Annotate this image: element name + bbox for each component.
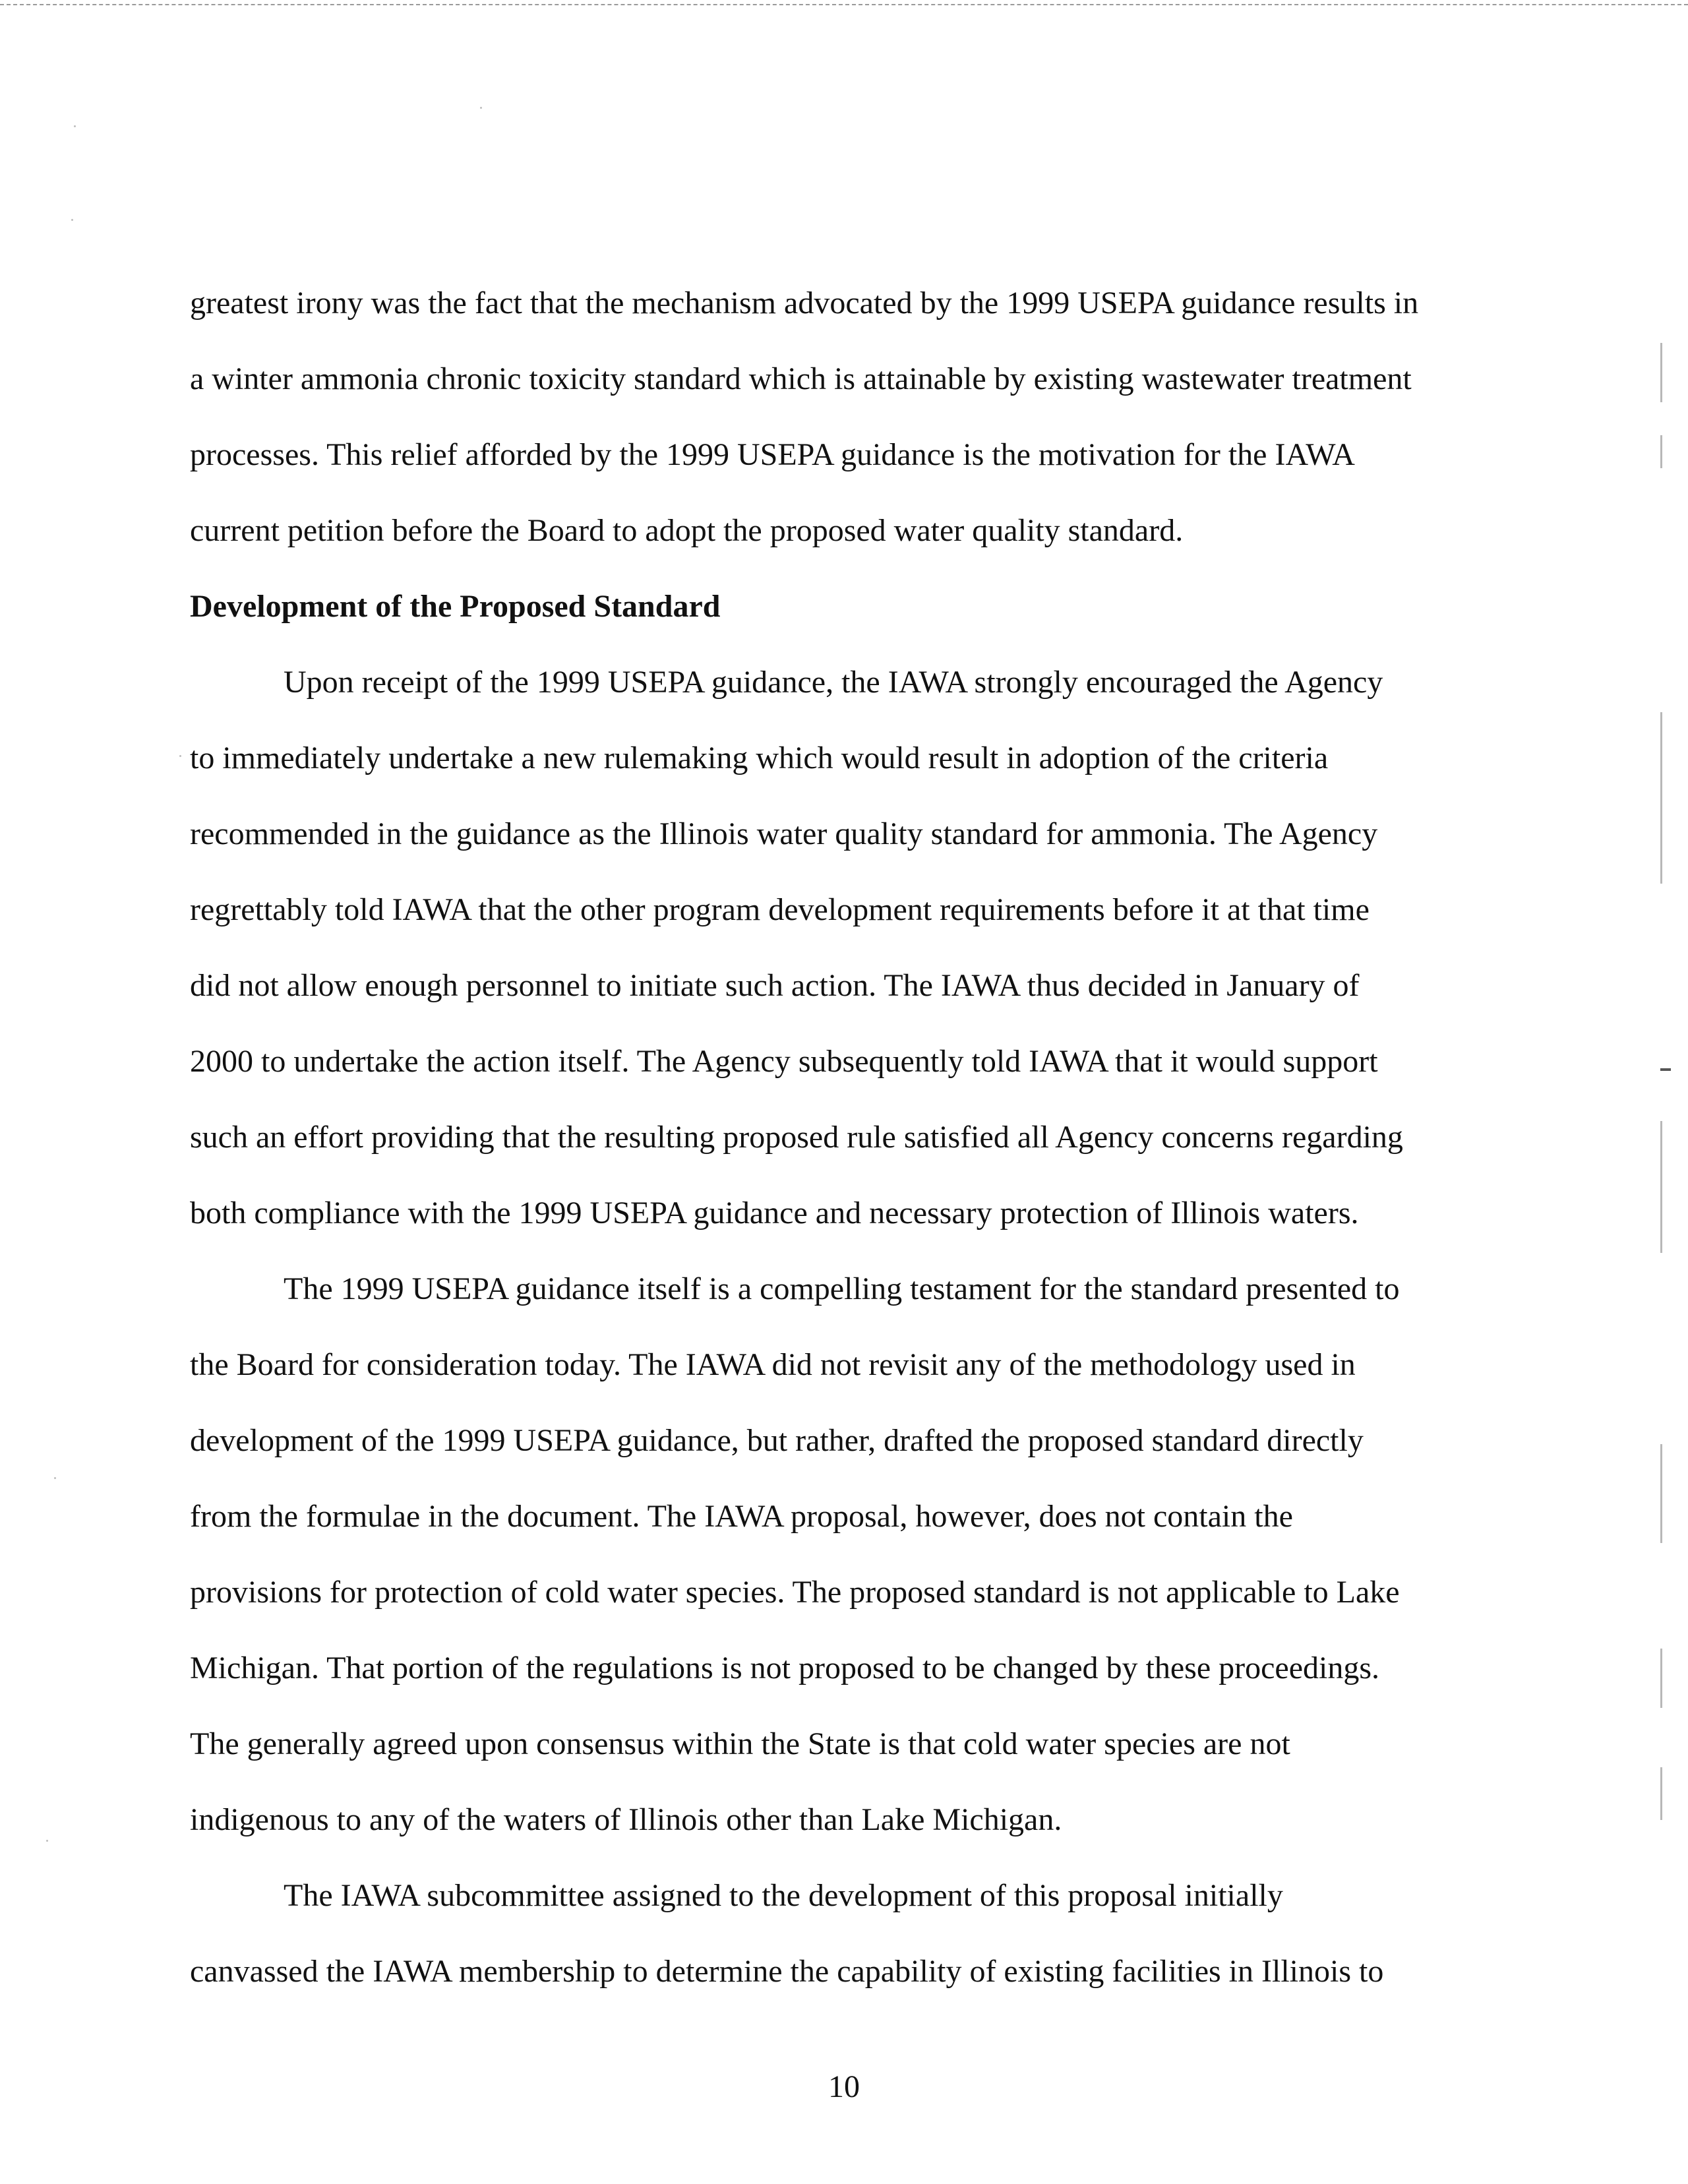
paragraph-2-line-3: recommended in the guidance as the Illinois water quality standard for ammonia. The Agency <box>190 816 1378 851</box>
paragraph-3-line-4: from the formulae in the document. The IAWA proposal, however, does not contain the <box>190 1499 1293 1534</box>
paragraph-2-line-8: both compliance with the 1999 USEPA guidance and necessary protection of Illinois waters. <box>190 1196 1359 1230</box>
paragraph-2-line-5: did not allow enough personnel to initiate such action. The IAWA thus decided in January of <box>190 968 1360 1003</box>
page-number: 10 <box>828 2069 860 2104</box>
paragraph-2-line-6: 2000 to undertake the action itself. The Agency subsequently told IAWA that it would support <box>190 1044 1378 1079</box>
scan-speck <box>480 107 482 109</box>
paragraph-3-line-6: Michigan. That portion of the regulations is not proposed to be changed by these proceedings. <box>190 1651 1380 1685</box>
scan-artifact-mark <box>1660 343 1662 402</box>
scan-artifact-mark <box>1660 712 1662 884</box>
document-body <box>190 265 1509 2009</box>
scan-artifact-mark <box>1660 1068 1671 1071</box>
scan-top-edge-rule <box>0 4 1688 5</box>
paragraph-3-line-8: indigenous to any of the waters of Illinois other than Lake Michigan. <box>190 1802 1062 1837</box>
paragraph-3-line-3: development of the 1999 USEPA guidance, but rather, drafted the proposed standard directly <box>190 1423 1364 1458</box>
paragraph-1-line-1: greatest irony was the fact that the mechanism advocated by the 1999 USEPA guidance results in <box>190 286 1419 320</box>
paragraph-3-line-5: provisions for protection of cold water species. The proposed standard is not applicable to Lake <box>190 1575 1400 1610</box>
scan-artifact-mark <box>1660 1767 1662 1820</box>
paragraph-3-line-2: the Board for consideration today. The IAWA did not revisit any of the methodology used in <box>190 1347 1356 1382</box>
paragraph-3-line-1: The 1999 USEPA guidance itself is a compelling testament for the standard presented to <box>284 1271 1400 1306</box>
scan-speck <box>71 219 73 221</box>
scan-speck <box>54 1477 56 1479</box>
paragraph-3-line-7: The generally agreed upon consensus within the State is that cold water species are not <box>190 1726 1290 1761</box>
scan-speck <box>74 125 76 127</box>
section-heading: Development of the Proposed Standard <box>190 589 721 624</box>
paragraph-1-line-2: a winter ammonia chronic toxicity standard which is attainable by existing wastewater treatment <box>190 361 1412 396</box>
paragraph-1-line-3: processes. This relief afforded by the 1999 USEPA guidance is the motivation for the IAWA <box>190 437 1355 472</box>
scan-speck <box>46 1840 48 1842</box>
paragraph-2-line-1: Upon receipt of the 1999 USEPA guidance, the IAWA strongly encouraged the Agency <box>284 665 1383 700</box>
scan-artifact-mark <box>1660 1444 1662 1543</box>
scan-artifact-mark <box>1660 1121 1662 1253</box>
paragraph-1-line-4: current petition before the Board to adopt the proposed water quality standard. <box>190 513 1184 548</box>
paragraph-2-line-7: such an effort providing that the resulting proposed rule satisfied all Agency concerns regarding <box>190 1120 1403 1155</box>
scan-artifact-mark <box>1660 1649 1662 1708</box>
scan-artifact-mark <box>1660 435 1662 468</box>
paragraph-4-line-2: canvassed the IAWA membership to determine the capability of existing facilities in Illinois to <box>190 1954 1384 1989</box>
paragraph-2-line-4: regrettably told IAWA that the other program development requirements before it at that time <box>190 892 1370 927</box>
paragraph-2-line-2: to immediately undertake a new rulemaking which would result in adoption of the criteria <box>190 741 1329 775</box>
paragraph-4-line-1: The IAWA subcommittee assigned to the development of this proposal initially <box>284 1878 1283 1913</box>
scan-speck <box>179 755 181 757</box>
